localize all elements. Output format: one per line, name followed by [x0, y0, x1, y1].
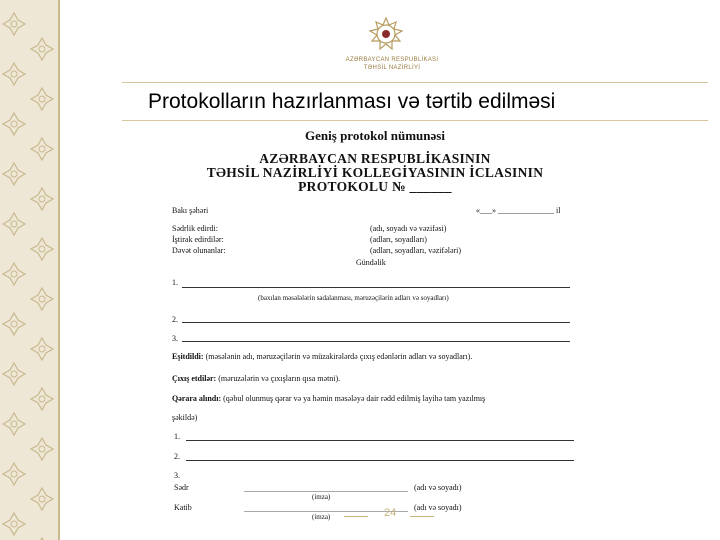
ornament-star-icon [3, 313, 25, 335]
ornament-star-icon [3, 13, 25, 35]
ornament-star-icon [31, 88, 53, 110]
ornament-star-icon [31, 38, 53, 60]
decision-text: (qəbul olunmuş qərar və ya həmin məsələyə dair rədd edilmiş layihə tam yazılmış [223, 394, 486, 403]
decision-line-2 [186, 460, 574, 461]
title-divider [122, 120, 708, 121]
ornament-star-icon [3, 513, 25, 535]
agenda-label: Gündəlik [356, 258, 386, 267]
decision-text-continued: şəkildə) [172, 413, 198, 422]
decision-label: Qərara alındı: [172, 394, 222, 403]
heard-label: Eşitdildi: [172, 352, 204, 361]
agenda-item-1: 1. [172, 278, 178, 287]
secretary-signature-label: Katib [174, 503, 192, 512]
chair-name-hint: (adı və soyadı) [414, 483, 462, 492]
decision-item-2: 2. [174, 452, 180, 461]
ornament-star-icon [31, 338, 53, 360]
chair-row-label: Sədrlik edirdi: [172, 224, 218, 233]
chair-signature-line [244, 491, 408, 492]
ornament-star-icon [31, 438, 53, 460]
ministry-emblem-icon [368, 16, 404, 52]
header-divider [122, 82, 708, 83]
ministry-line-2: TƏHSİL NAZİRLİYİ [363, 65, 421, 71]
slide-title: Protokolların hazırlanması və tərtib edilməsi [148, 90, 556, 113]
agenda-item-3: 3. [172, 334, 178, 343]
ornament-star-icon [3, 413, 25, 435]
ornament-star-icon [3, 263, 25, 285]
ornament-star-icon [31, 238, 53, 260]
invited-row-value: (adları, soyadları, vəzifələri) [370, 246, 462, 255]
chair-signature-label: Sədr [174, 483, 189, 492]
ornament-star-icon [31, 488, 53, 510]
decorative-ornament-band [0, 0, 60, 540]
ornament-star-icon [3, 63, 25, 85]
heard-line [172, 352, 472, 361]
date-field: «___» ______________ il [476, 206, 561, 215]
chair-row-value: (adı, soyadı və vəzifəsi) [370, 224, 447, 233]
invited-row-label: Dəvət olunanlar: [172, 246, 226, 255]
ornament-star-icon [31, 288, 53, 310]
agenda-item-2: 2. [172, 315, 178, 324]
ornament-star-icon [3, 163, 25, 185]
ministry-line-1: AZƏRBAYCAN RESPUBLİKASI [345, 57, 439, 63]
ornament-star-icon [31, 188, 53, 210]
page-number: 24 [384, 507, 397, 519]
decision-item-1: 1. [174, 432, 180, 441]
document-title [160, 152, 590, 194]
ornament-star-icon [3, 463, 25, 485]
attendees-row-label: İştirak edirdilər: [172, 235, 224, 244]
ornament-star-icon [31, 388, 53, 410]
ornament-star-icon [3, 113, 25, 135]
document-title-line-1: AZƏRBAYCAN RESPUBLİKASININ [259, 151, 491, 166]
decision-line [172, 394, 485, 403]
ornament-star-icon [3, 213, 25, 235]
heard-text: (məsələnin adı, məruzəçilərin və müzakirələrdə çıxış edənlərin adları və soyadları). [205, 352, 473, 361]
ornament-star-icon [31, 138, 53, 160]
attendees-row-value: (adları, soyadları) [370, 235, 427, 244]
agenda-hint: (baxılan məsələlərin sadalanması, məruzəçilərin adları və soyadları) [258, 294, 449, 302]
spoke-line [172, 374, 340, 383]
document-title-line-2: TƏHSİL NAZİRLİYİ KOLLEGİYASININ İCLASININ [206, 165, 544, 180]
agenda-line-2 [182, 322, 570, 323]
secretary-signature-hint: (imza) [312, 513, 331, 521]
spoke-text: (məruzələrin və çıxışların qısa mətni). [218, 374, 341, 383]
document-heading: Geniş protokol nümunəsi [305, 128, 445, 143]
page-number-rule-left [344, 516, 368, 517]
decision-line-1 [186, 440, 574, 441]
decision-item-3: 3. [174, 471, 180, 480]
document-title-line-3: PROTOKOLU № ______ [298, 179, 452, 194]
chair-signature-hint: (imza) [312, 493, 331, 501]
secretary-name-hint: (adı və soyadı) [414, 503, 462, 512]
city-label: Bakı şəhəri [172, 206, 209, 215]
ornament-star-icon [3, 363, 25, 385]
ministry-name [340, 56, 444, 72]
spoke-label: Çıxış etdilər: [172, 374, 217, 383]
agenda-line-3 [182, 341, 570, 342]
agenda-line-1 [182, 287, 570, 288]
page-number-rule-right [410, 516, 434, 517]
